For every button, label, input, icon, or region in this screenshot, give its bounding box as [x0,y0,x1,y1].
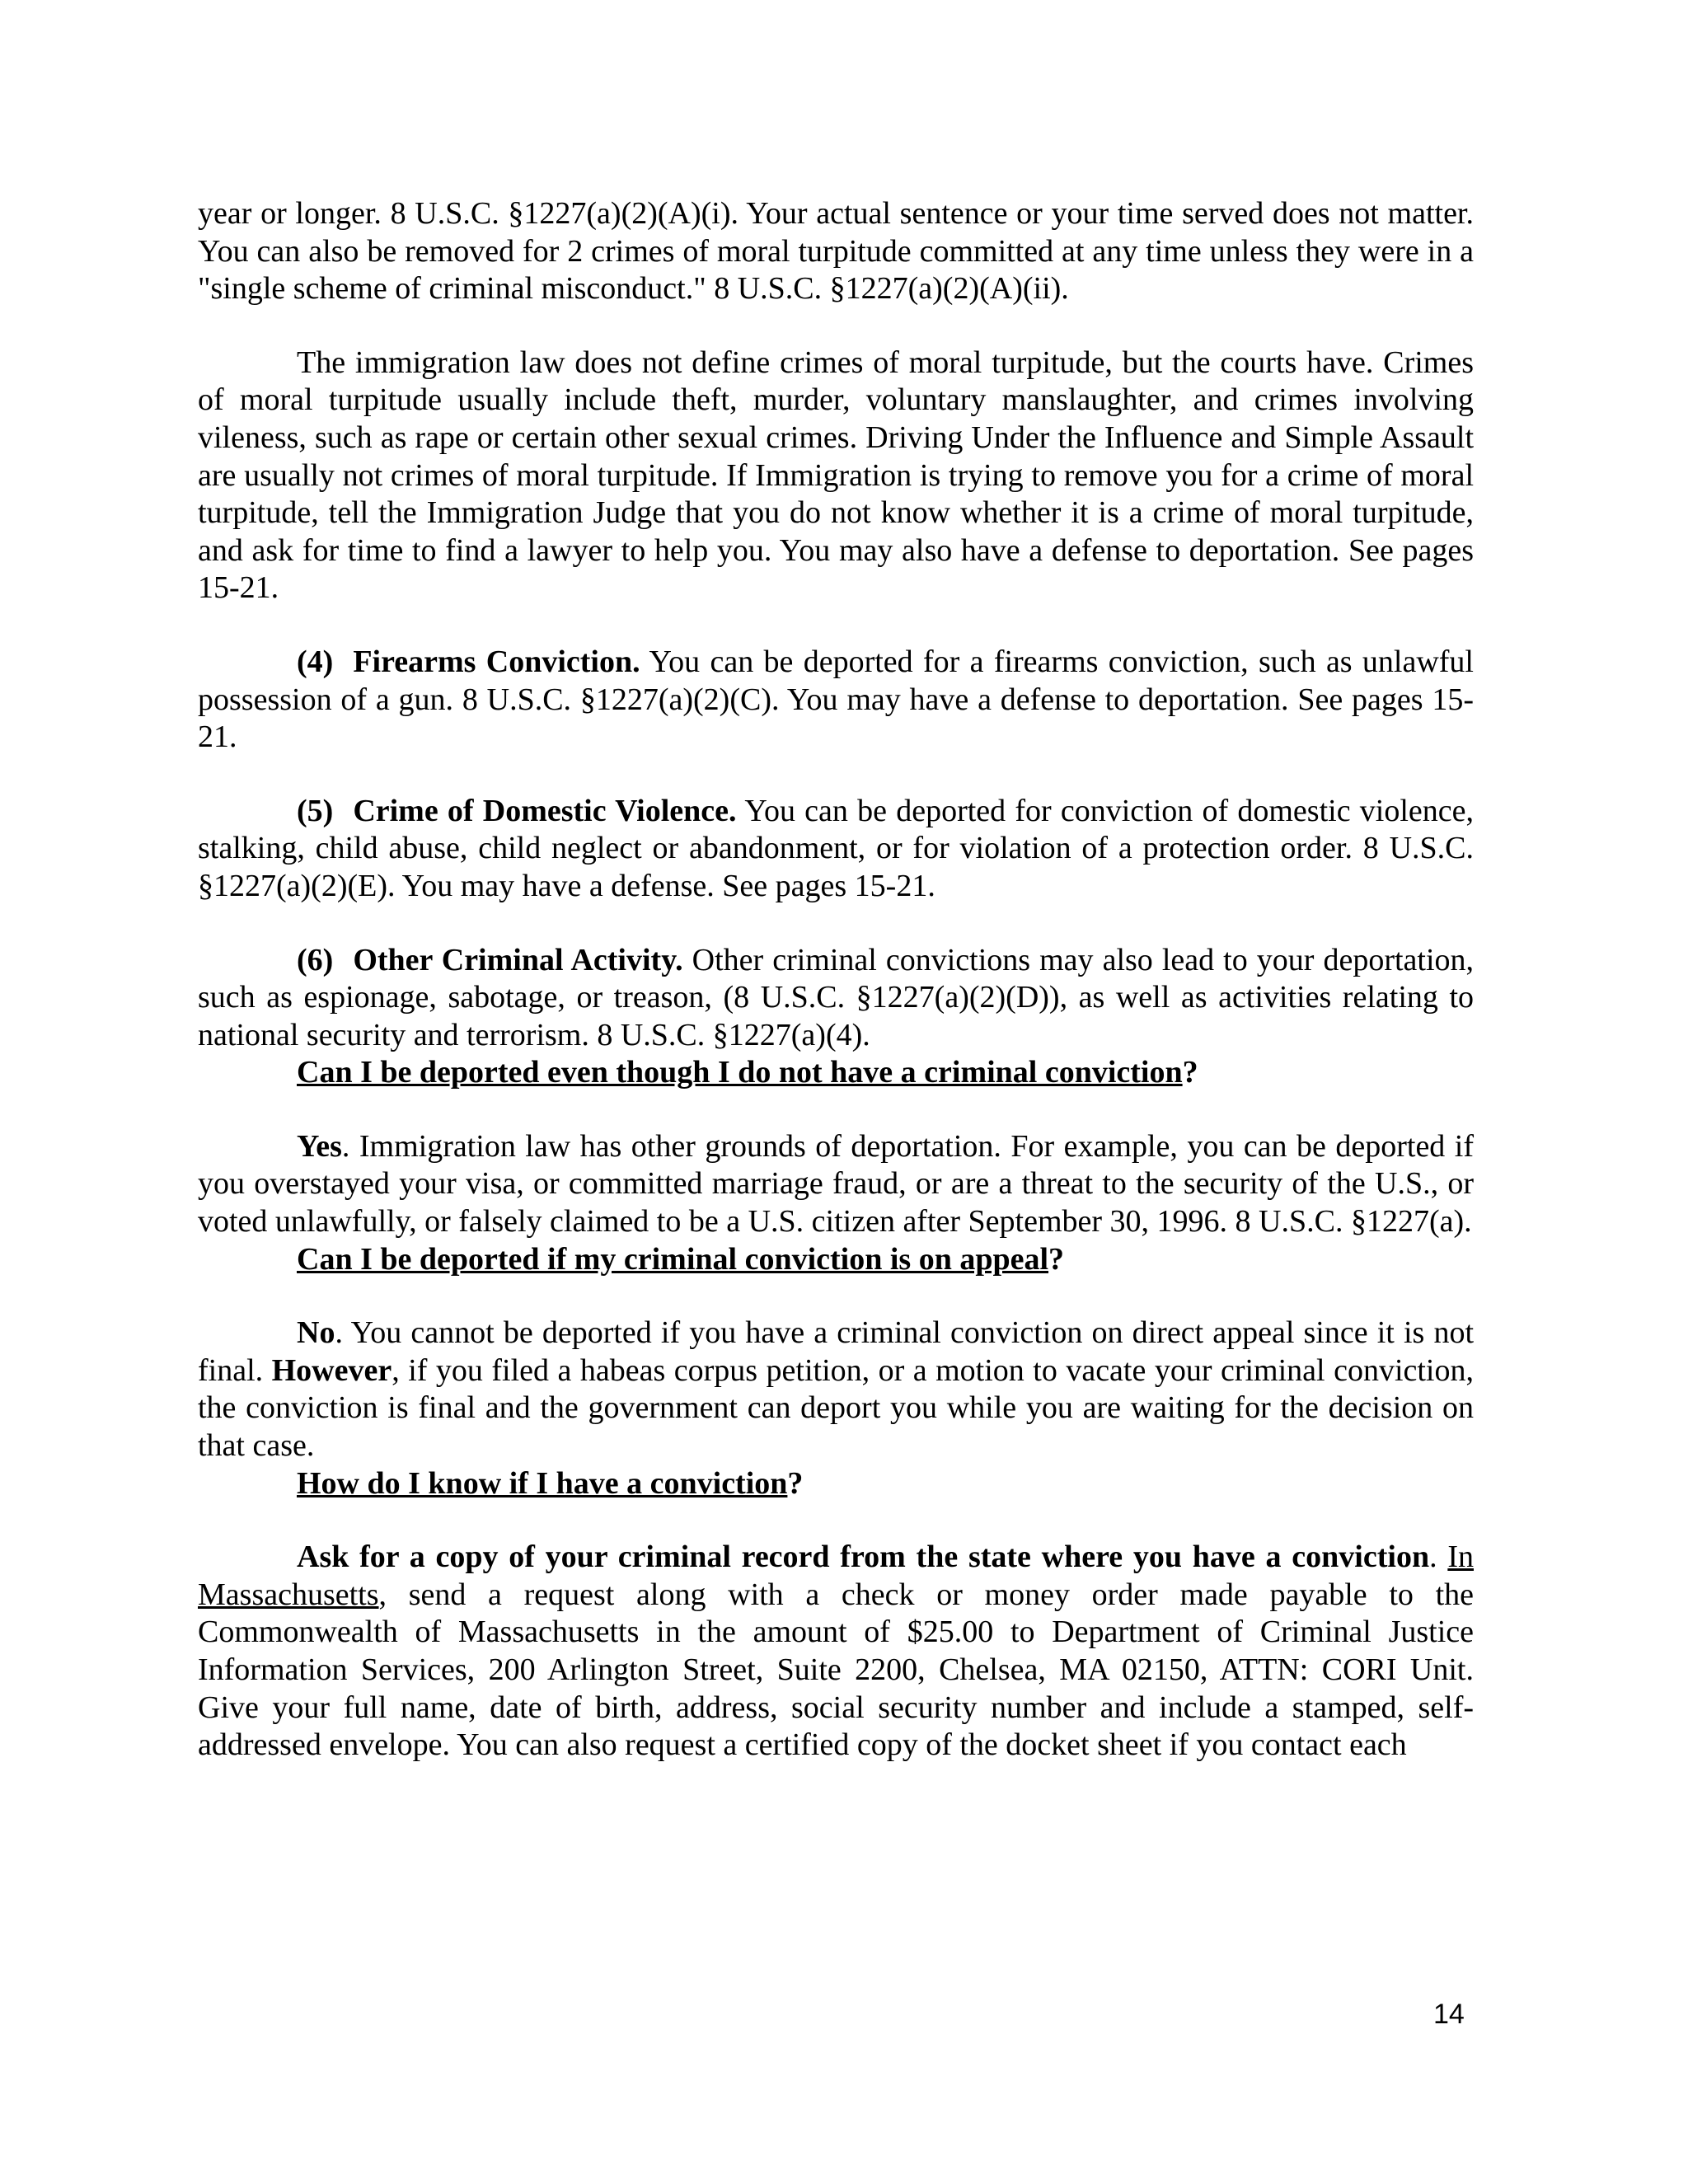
question-heading-know-conviction [198,1465,1474,1503]
answer-lead: Ask for a copy of your criminal record from the state where you have a conviction [297,1540,1430,1575]
question-text: Can I be deported even though I do not have a criminal conviction [297,1055,1183,1090]
item-firearms-conviction [198,644,1474,757]
item-number: (6) [297,942,334,977]
answer-period: . [1429,1540,1448,1575]
item-number: (4) [297,644,334,679]
paragraph-moral-turpitude: The immigration law does not define crimes of moral turpitude, but the courts have. Crimes of moral turpitude usually include theft, murder, voluntary manslaughter, and crimes involving vileness, such as rape or certain other sexual crimes. Driving Under the Influence and Simple Assault are usually not crimes of moral turpitude. If Immigration is trying to remove you for a crime of moral turpitude, tell the Immigration Judge that you do not know whether it is a crime of moral turpitude, and ask for time to find a lawyer to help you. You may also have a defense to deportation. See pages 15-21. [198,344,1474,606]
answer-text: , send a request along with a check or money order made payable to the Commonwealth of Massachusetts in the amount of $25.00 to Department of Criminal Justice Information Services, 200 Arlington Street, Suite 2200, Chelsea, MA 02150, ATTN: CORI Unit. Give your full name, date of birth, address, social security number and include a stamped, self-addressed envelope. You can also request a certified copy of the docket sheet if you contact each [198,1577,1474,1763]
answer-text: . Immigration law has other grounds of deportation. For example, you can be deported if you overstayed your visa, or committed marriage fraud, or are a threat to the security of the U.S., or voted unlawfully, or falsely claimed to be a U.S. citizen after September 30, 1996. 8 U.S.C. §1227(a). [198,1128,1474,1240]
question-heading-on-appeal [198,1241,1474,1279]
paragraph-removal-sentence: year or longer. 8 U.S.C. §1227(a)(2)(A)(i). Your actual sentence or your time served does not matter. You can also be removed for 2 crimes of moral turpitude committed at any time unless they were in a "single scheme of criminal misconduct." 8 U.S.C. §1227(a)(2)(A)(ii). [198,196,1474,307]
question-mark: ? [787,1465,804,1501]
answer-on-appeal [198,1315,1474,1465]
answer-no-conviction [198,1128,1474,1241]
question-heading-no-conviction [198,1054,1474,1092]
item-number: (5) [297,793,334,828]
item-text: You can be deported for a firearms conviction, such as unlawful possession of a gun. 8 U.S.C. §1227(a)(2)(C). You may have a defense to deportation. See pages 15-21. [198,644,1474,755]
question-mark: ? [1048,1241,1065,1277]
item-domestic-violence [198,793,1474,906]
item-heading: Other Criminal Activity. [353,942,683,977]
question-text: Can I be deported if my criminal conviction is on appeal [297,1241,1049,1277]
answer-lead: No [297,1315,335,1351]
item-heading: Crime of Domestic Violence. [353,793,737,828]
question-text: How do I know if I have a conviction [297,1465,788,1501]
item-text: You can be deported for conviction of domestic violence, stalking, child abuse, child neglect or abandonment, or for violation of a protection order. 8 U.S.C. §1227(a)(2)(E). You may have a defense. See pages 15-21. [198,793,1474,903]
question-mark: ? [1182,1055,1198,1090]
item-text: Other criminal convictions may also lead to your deportation, such as espionage, sabotage, or treason, (8 U.S.C. §1227(a)(2)(D)), as well as activities relating to national security and terrorism. 8 U.S.C. §1227(a)(4). [198,942,1475,1052]
answer-underlined: In Massachusetts [198,1540,1474,1612]
answer-text: . You cannot be deported if you have a criminal conviction on direct appeal since it is not final. [198,1315,1474,1388]
answer-know-conviction [198,1539,1474,1765]
answer-text: , if you filed a habeas corpus petition, or a motion to vacate your criminal conviction, the conviction is final and the government can deport you while you are waiting for the decision on that case. [198,1352,1474,1464]
item-heading: Firearms Conviction. [353,644,640,679]
answer-lead: Yes [297,1128,342,1164]
item-other-criminal-activity [198,942,1474,1055]
page-number: 14 [1433,1999,1465,2030]
answer-bold: However [271,1352,392,1388]
document-page [198,195,1474,1765]
